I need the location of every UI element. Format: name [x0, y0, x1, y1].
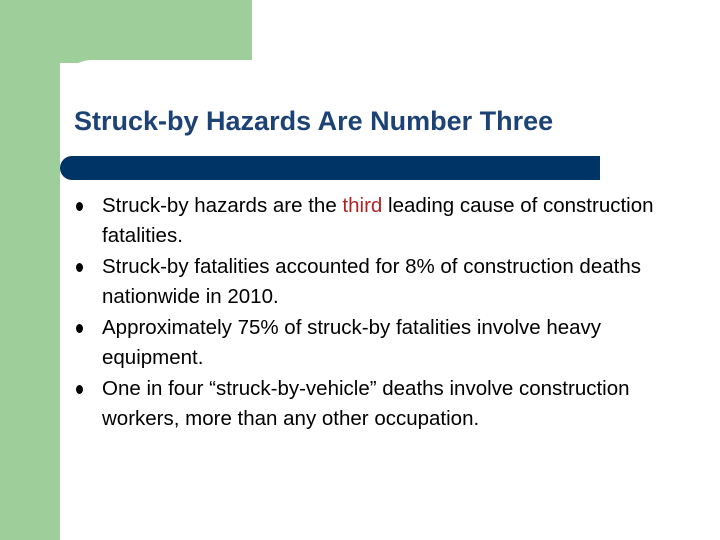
bullet-icon — [76, 385, 83, 394]
bullet-4-text: One in four “struck-by-vehicle” deaths involve construction workers, more than any other occupation. — [102, 377, 630, 430]
bullet-icon — [76, 263, 83, 272]
bullet-item-2 — [74, 252, 674, 311]
bullet-item-4 — [74, 374, 674, 433]
bullet-1-text-before: Struck-by hazards are the — [102, 194, 343, 217]
bullet-item-1 — [74, 191, 674, 250]
bullet-list — [74, 191, 674, 435]
bullet-item-3 — [74, 313, 674, 372]
bullet-1-highlight: third — [342, 194, 383, 217]
bullet-icon — [76, 324, 83, 333]
bullet-icon — [76, 202, 83, 211]
bullet-1-text-after: leading cause of construction fatalities. — [102, 194, 654, 247]
slide-title: Struck-by Hazards Are Number Three — [74, 106, 554, 136]
decorative-green-band-left — [0, 0, 60, 540]
bullet-3-text: Approximately 75% of struck-by fatalities involve heavy equipment. — [102, 316, 602, 369]
title-underline-bar — [60, 156, 600, 180]
bullet-2-text: Struck-by fatalities accounted for 8% of construction deaths nationwide in 2010. — [102, 255, 641, 308]
